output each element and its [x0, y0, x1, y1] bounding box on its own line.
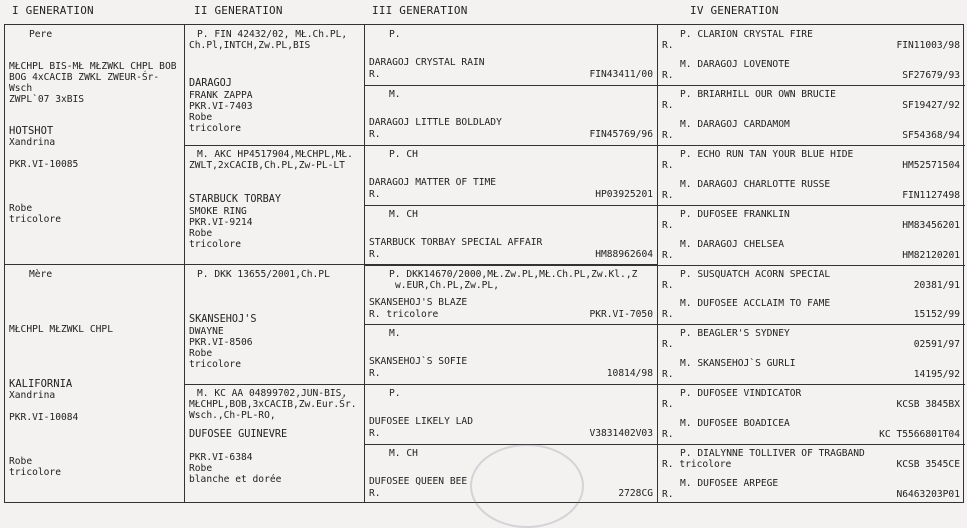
- gen3-title: P. DKK14670/2000,MŁ.Zw.PL,MŁ.Ch.PL,Zw.Kl.,Z: [389, 269, 638, 280]
- gen3-name: SKANSEHOJ'S BLAZE: [369, 297, 468, 308]
- gen4-entry: [658, 86, 964, 115]
- dam-name: KALIFORNIA: [9, 378, 73, 390]
- gen3-name: DARAGOJ LITTLE BOLDLADY: [369, 117, 502, 128]
- gen4-entry: [658, 26, 964, 55]
- gen4-reg: 15152/99: [913, 309, 960, 320]
- gen2-name-2: FRANK ZAPPA: [189, 90, 253, 101]
- gen3-r-label: R.: [369, 428, 381, 439]
- dam-title-1: MŁCHPL MŁZWKL CHPL: [9, 324, 113, 335]
- gen4-reg: 14195/92: [913, 369, 960, 380]
- gen3-title: P. CH: [389, 149, 418, 160]
- gen4-entry: [658, 146, 964, 175]
- gen3-r-label: R.: [369, 368, 381, 379]
- gen3-reg: 2728CG: [618, 488, 653, 499]
- gen4-r-label: R.: [662, 339, 674, 350]
- gen3-name: DUFOSEE LIKELY LAD: [369, 416, 473, 427]
- gen2-color-1: Robe: [189, 112, 213, 123]
- gen4-r-label: R.: [662, 250, 674, 261]
- gen4-r-label: R.: [662, 40, 674, 51]
- gen2-name: SKANSEHOJ'S: [189, 314, 257, 325]
- gen4-reg: 02591/97: [913, 339, 960, 350]
- gen1-sire-cell: [5, 25, 184, 264]
- gen2-color-1: Robe: [189, 228, 213, 239]
- gen2-name: DARAGOJ: [189, 78, 232, 89]
- gen4-reg: HM52571504: [902, 160, 960, 171]
- gen4-entry: [658, 475, 964, 504]
- gen2-name: STARBUCK TORBAY: [189, 194, 282, 205]
- gen2-title-line: P. DKK 13655/2001,Ch.PL: [197, 269, 330, 280]
- gen3-title: M. CH: [389, 209, 418, 220]
- gen4-entry: [658, 236, 964, 265]
- sire-title-1: MŁCHPL BIS-MŁ MŁZWKL CHPL BOB: [9, 61, 177, 72]
- gen2-title-line: Ch.Pl,INTCH,Zw.PL,BIS: [189, 40, 311, 51]
- gen4-reg: SF19427/92: [902, 100, 960, 111]
- gen4-name: P. DUFOSEE VINDICATOR: [680, 388, 802, 399]
- gen3-title: M. CH: [389, 448, 418, 459]
- gen4-r-label: R.: [662, 220, 674, 231]
- gen4-reg: SF27679/93: [902, 70, 960, 81]
- gen4-entry: [658, 266, 964, 295]
- gen4-reg: FIN1127498: [902, 190, 960, 201]
- gen3-cell: [365, 325, 657, 384]
- sire-color-1: Robe: [9, 203, 33, 214]
- gen2-color-2: tricolore: [189, 359, 241, 370]
- gen4-r-label: R.: [662, 190, 674, 201]
- gen2-color-1: Robe: [189, 348, 213, 359]
- gen4-r-label: R.: [662, 100, 674, 111]
- gen4-name: P. DUFOSEE FRANKLIN: [680, 209, 790, 220]
- sire-label: Pere: [29, 29, 53, 40]
- gen2-name: DUFOSEE GUINEVRE: [189, 429, 288, 440]
- dam-reg: PKR.VI-10084: [9, 412, 79, 423]
- gen3-r-label: R. tricolore: [369, 309, 439, 320]
- gen3-cell: [365, 86, 657, 145]
- gen4-entry: [658, 206, 964, 235]
- gen3-name: SKANSEHOJ`S SOFIE: [369, 356, 468, 367]
- gen2-cell: [185, 266, 364, 386]
- gen3-reg: HP03925201: [595, 189, 653, 200]
- gen4-r-label: R.: [662, 70, 674, 81]
- gen3-r-label: R.: [369, 129, 381, 140]
- gen4-entry: [658, 325, 964, 354]
- sire-kennel: Xandrina: [9, 137, 56, 148]
- gen3-reg: FIN45769/96: [589, 129, 653, 140]
- gen4-name: P. BEAGLER'S SYDNEY: [680, 328, 790, 339]
- gen4-name: M. DUFOSEE ACCLAIM TO FAME: [680, 298, 831, 309]
- gen4-r-label: R.: [662, 399, 674, 410]
- gen4-r-label: R.: [662, 130, 674, 141]
- gen2-reg: PKR.VI-9214: [189, 217, 253, 228]
- gen2-title-line: M. AKC HP4517904,MŁCHPL,MŁ.: [197, 149, 353, 160]
- gen4-r-label: R.: [662, 429, 674, 440]
- gen3-r-label: R.: [369, 69, 381, 80]
- sire-color-2: tricolore: [9, 214, 61, 225]
- gen2-title-line: P. FIN 42432/02, MŁ.Ch.PL,: [197, 29, 348, 40]
- gen4-name: M. DARAGOJ LOVENOTE: [680, 59, 790, 70]
- gen4-name: P. SUSQUATCH ACORN SPECIAL: [680, 269, 831, 280]
- gen2-cell: [185, 26, 364, 146]
- gen3-cell: [365, 266, 657, 325]
- header-gen2: II GENERATION: [194, 4, 283, 17]
- gen3-name: DARAGOJ MATTER OF TIME: [369, 177, 497, 188]
- gen4-entry: [658, 355, 964, 384]
- gen4-r-label: R. tricolore: [662, 459, 732, 470]
- gen3-title: P.: [389, 29, 401, 40]
- gen4-r-label: R.: [662, 309, 674, 320]
- sire-title-2: BOG 4xCACIB ZWKL ZWEUR-Śr-Wsch: [9, 72, 160, 94]
- gen1-dam-cell: [5, 265, 184, 504]
- gen4-reg: 20381/91: [913, 280, 960, 291]
- gen4-name: M. SKANSEHOJ`S GURLI: [680, 358, 796, 369]
- gen4-reg: FIN11003/98: [896, 40, 960, 51]
- gen3-name: STARBUCK TORBAY SPECIAL AFFAIR: [369, 237, 543, 248]
- gen3-reg: HM88962604: [595, 249, 653, 260]
- gen3-r-label: R.: [369, 488, 381, 499]
- gen2-name-2: DWAYNE: [189, 326, 224, 337]
- header-gen4: IV GENERATION: [690, 4, 779, 17]
- gen2-title-line: Wsch.,Ch-PL-RO,: [189, 410, 276, 421]
- gen4-name: M. DARAGOJ CHARLOTTE RUSSE: [680, 179, 831, 190]
- gen2-cell: [185, 385, 364, 505]
- gen4-reg: KCSB 3845BX: [896, 399, 960, 410]
- gen4-entry: [658, 445, 964, 474]
- gen2-title-line: ZWLT,2xCACIB,Ch.PL,Zw-PL-LT: [189, 160, 345, 171]
- gen4-r-label: R.: [662, 369, 674, 380]
- header-gen3: III GENERATION: [372, 4, 468, 17]
- gen3-title-extra: w.EUR,Ch.PL,Zw.PL,: [395, 280, 499, 291]
- gen2-title-line: MŁCHPL,BOB,3xCACIB,Zw.Eur.Śr.: [189, 399, 357, 410]
- dam-color-2: tricolore: [9, 467, 61, 478]
- gen4-reg: HM83456201: [902, 220, 960, 231]
- gen4-reg: N6463203P01: [896, 489, 960, 500]
- gen3-title: P.: [389, 388, 401, 399]
- gen3-cell: [365, 206, 657, 265]
- gen2-reg: PKR.VI-8506: [189, 337, 253, 348]
- gen4-name: M. DARAGOJ CHELSEA: [680, 239, 784, 250]
- sire-title-3: ZWPL`07 3xBIS: [9, 94, 85, 105]
- sire-reg: PKR.VI-10085: [9, 159, 79, 170]
- gen3-r-label: R.: [369, 189, 381, 200]
- gen4-reg: KCSB 3545CE: [896, 459, 960, 470]
- gen4-entry: [658, 116, 964, 145]
- dam-color-1: Robe: [9, 456, 33, 467]
- gen4-r-label: R.: [662, 489, 674, 500]
- gen2-cell: [185, 146, 364, 266]
- gen4-name: P. ECHO RUN TAN YOUR BLUE HIDE: [680, 149, 854, 160]
- gen3-title: M.: [389, 89, 401, 100]
- gen3-r-label: R.: [369, 249, 381, 260]
- gen4-reg: HM82120201: [902, 250, 960, 261]
- gen2-reg: PKR.VI-7403: [189, 101, 253, 112]
- gen3-cell: [365, 385, 657, 444]
- gen3-reg: 10814/98: [606, 368, 653, 379]
- gen4-entry: [658, 56, 964, 85]
- gen3-cell: [365, 146, 657, 205]
- gen3-reg: V3831402V03: [589, 428, 653, 439]
- gen4-name: M. DUFOSEE ARPEGE: [680, 478, 779, 489]
- header-gen1: I GENERATION: [12, 4, 94, 17]
- dam-label: Mère: [29, 269, 53, 280]
- pedigree-table: [4, 24, 964, 503]
- gen2-color-2: tricolore: [189, 239, 241, 250]
- gen4-reg: KC T5566801T04: [879, 429, 960, 440]
- gen3-reg: PKR.VI-7050: [589, 309, 653, 320]
- gen4-name: M. DUFOSEE BOADICEA: [680, 418, 790, 429]
- gen4-entry: [658, 295, 964, 324]
- gen4-name: P. BRIARHILL OUR OWN BRUCIE: [680, 89, 836, 100]
- gen3-cell: [365, 26, 657, 85]
- gen4-reg: SF54368/94: [902, 130, 960, 141]
- gen4-name: P. DIALYNNE TOLLIVER OF TRAGBAND: [680, 448, 865, 459]
- gen2-color-2: blanche et dorée: [189, 474, 282, 485]
- gen4-entry: [658, 415, 964, 444]
- dam-kennel: Xandrina: [9, 390, 56, 401]
- gen3-reg: FIN43411/00: [589, 69, 653, 80]
- gen2-color-2: tricolore: [189, 123, 241, 134]
- gen4-entry: [658, 385, 964, 414]
- gen2-color-1: Robe: [189, 463, 213, 474]
- gen4-name: M. DARAGOJ CARDAMOM: [680, 119, 790, 130]
- gen2-name-2: SMOKE RING: [189, 206, 247, 217]
- gen4-entry: [658, 176, 964, 205]
- gen4-r-label: R.: [662, 160, 674, 171]
- gen2-reg: PKR.VI-6384: [189, 452, 253, 463]
- gen4-name: P. CLARION CRYSTAL FIRE: [680, 29, 813, 40]
- gen3-name: DUFOSEE QUEEN BEE: [369, 476, 468, 487]
- gen2-title-line: M. KC AA 04899702,JUN-BIS,: [197, 388, 348, 399]
- sire-name: HOTSHOT: [9, 125, 54, 137]
- kennel-stamp: [470, 444, 584, 528]
- gen4-r-label: R.: [662, 280, 674, 291]
- gen3-title: M.: [389, 328, 401, 339]
- gen3-name: DARAGOJ CRYSTAL RAIN: [369, 57, 485, 68]
